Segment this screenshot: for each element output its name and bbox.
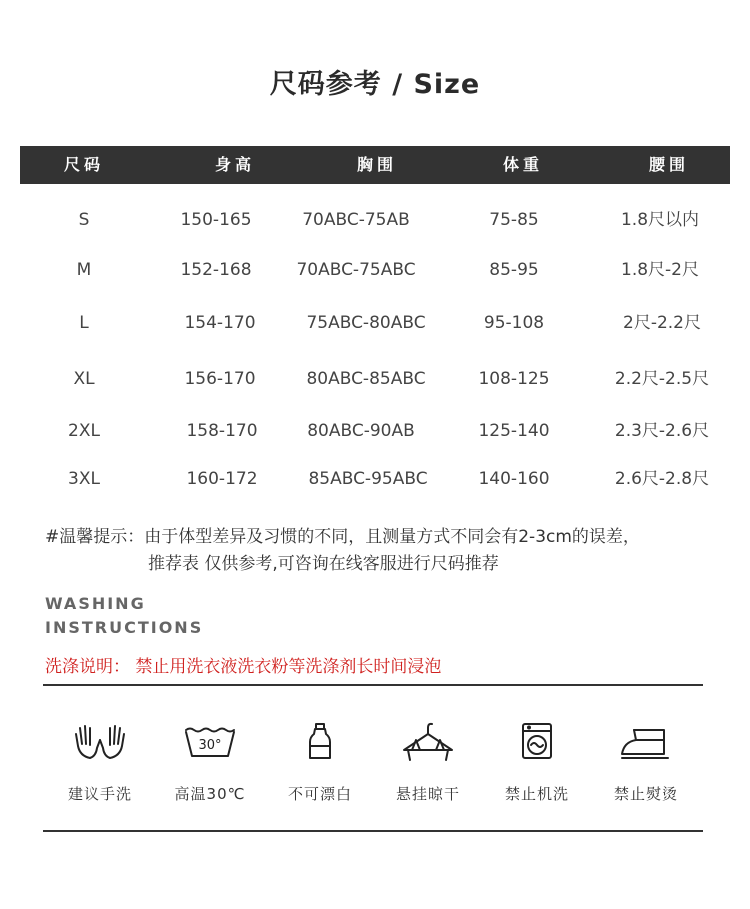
divider-bottom	[43, 830, 703, 832]
washing-warning: 洗涤说明： 禁止用洗衣液洗衣粉等洗涤剂长时间浸泡	[45, 657, 442, 677]
no-bleach-icon	[290, 720, 350, 764]
table-cell-size: XL	[73, 369, 95, 389]
hand-wash-icon	[70, 720, 130, 764]
table-cell-height: 154-170	[184, 313, 256, 333]
page-title: 尺码参考 / Size	[269, 69, 481, 100]
table-cell-chest: 80ABC-90AB	[307, 421, 415, 441]
no-machine-wash-icon	[507, 720, 567, 764]
no-bleach-label: 不可漂白	[287, 785, 353, 803]
wash-30-badge: 30°	[198, 738, 222, 753]
table-cell-height: 158-170	[186, 421, 258, 441]
divider-top	[43, 684, 703, 686]
table-cell-chest: 75ABC-80ABC	[306, 313, 426, 333]
washing-title-line2: INSTRUCTIONS	[45, 618, 204, 637]
table-cell-height: 150-165	[180, 210, 252, 230]
table-cell-weight: 75-85	[489, 210, 539, 230]
table-cell-waist: 2.6尺-2.8尺	[614, 469, 710, 489]
hang-dry-label: 悬挂晾干	[395, 785, 461, 803]
no-iron-label: 禁止熨烫	[613, 785, 679, 803]
table-cell-waist: 1.8尺以内	[620, 210, 700, 230]
table-cell-height: 156-170	[184, 369, 256, 389]
table-cell-size: L	[79, 313, 89, 333]
table-cell-size: 3XL	[68, 469, 100, 489]
table-cell-weight: 125-140	[478, 421, 550, 441]
tip-line-2: 推荐表 仅供参考,可咨询在线客服进行尺码推荐	[148, 554, 499, 574]
hang-dry-icon	[398, 720, 458, 764]
header-waist: 腰围	[648, 155, 690, 174]
washing-title-line1: WASHING	[45, 594, 146, 613]
header-height: 身高	[214, 155, 256, 174]
table-cell-size: M	[76, 260, 92, 280]
wash-30-label: 高温30℃	[174, 785, 246, 803]
table-cell-weight: 108-125	[478, 369, 550, 389]
table-cell-height: 160-172	[186, 469, 258, 489]
size-table-header	[20, 146, 730, 184]
header-size: 尺码	[63, 155, 105, 174]
table-cell-waist: 2.3尺-2.6尺	[614, 421, 710, 441]
no-machine-wash-label: 禁止机洗	[504, 785, 570, 803]
header-chest: 胸围	[356, 155, 398, 174]
table-cell-waist: 2尺-2.2尺	[623, 313, 701, 333]
tip-line-1: #温馨提示：由于体型差异及习惯的不同，且测量方式不同会有2-3cm的误差，	[45, 527, 640, 547]
table-cell-waist: 2.2尺-2.5尺	[614, 369, 710, 389]
table-cell-size: 2XL	[68, 421, 100, 441]
table-cell-size: S	[78, 210, 90, 230]
table-cell-chest: 70ABC-75AB	[302, 210, 410, 230]
header-weight: 体重	[502, 155, 544, 174]
table-cell-chest: 70ABC-75ABC	[296, 260, 416, 280]
table-cell-height: 152-168	[180, 260, 252, 280]
table-cell-chest: 80ABC-85ABC	[306, 369, 426, 389]
table-cell-weight: 85-95	[489, 260, 539, 280]
no-iron-icon	[616, 720, 676, 764]
hand-wash-label: 建议手洗	[67, 785, 133, 803]
table-cell-weight: 95-108	[483, 313, 545, 333]
table-cell-waist: 1.8尺-2尺	[621, 260, 699, 280]
table-cell-chest: 85ABC-95ABC	[308, 469, 428, 489]
table-cell-weight: 140-160	[478, 469, 550, 489]
wash-30-icon	[180, 720, 240, 764]
